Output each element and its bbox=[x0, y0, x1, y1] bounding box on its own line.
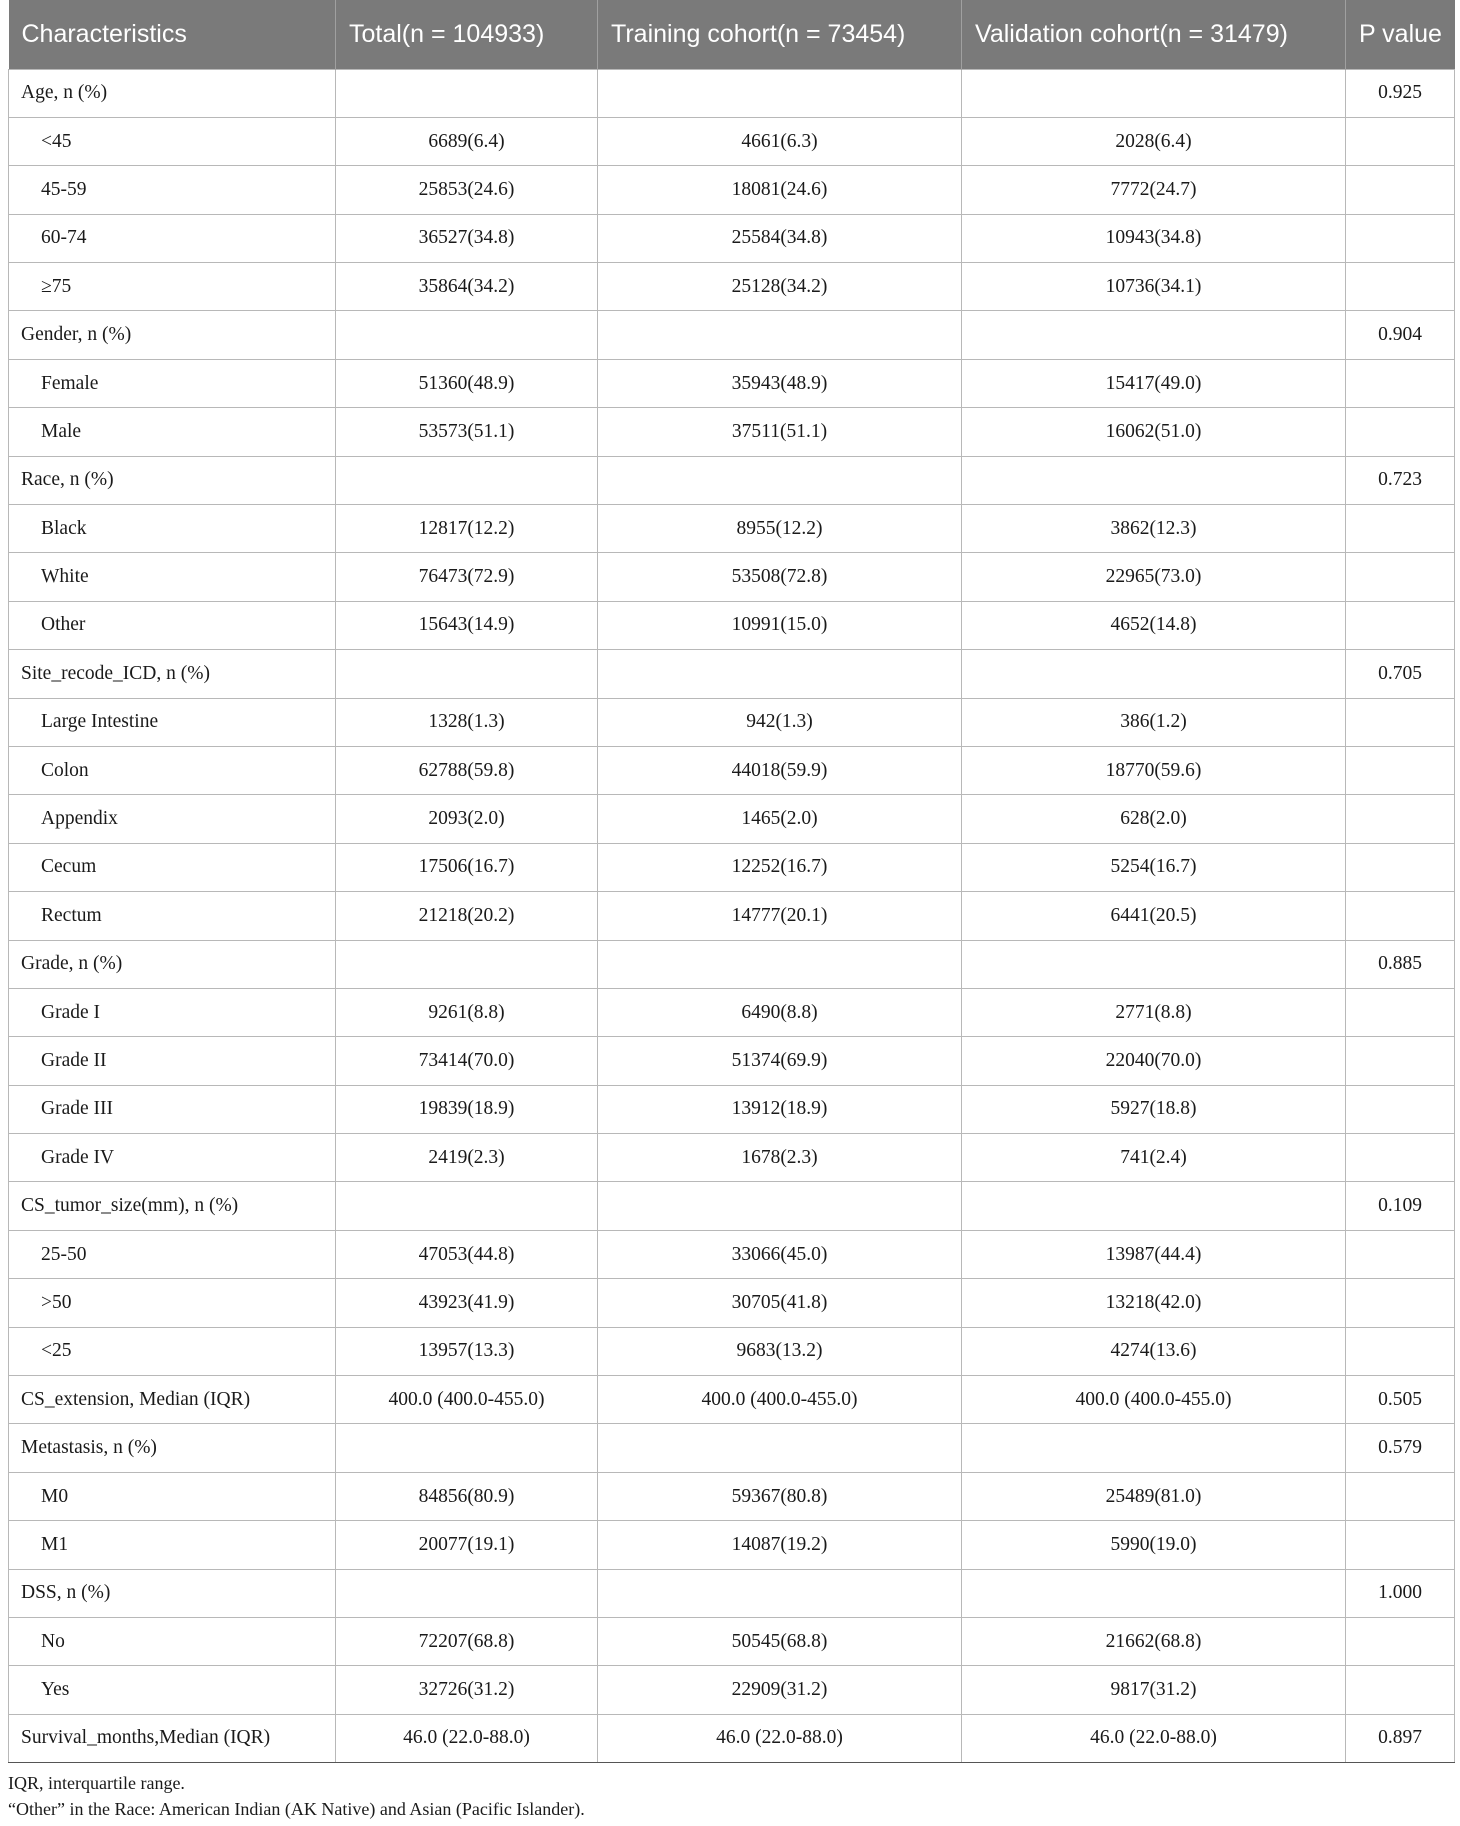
table-row bbox=[9, 117, 1455, 165]
characteristic-cell: Yes bbox=[9, 1666, 336, 1714]
total-cell: 35864(34.2) bbox=[336, 263, 598, 311]
validation-cell bbox=[962, 940, 1346, 988]
validation-cell bbox=[962, 1182, 1346, 1230]
total-cell: 46.0 (22.0-88.0) bbox=[336, 1714, 598, 1762]
total-cell: 43923(41.9) bbox=[336, 1279, 598, 1327]
p-value-cell bbox=[1346, 1230, 1455, 1278]
p-value-cell bbox=[1346, 1472, 1455, 1520]
p-value-cell bbox=[1346, 1279, 1455, 1327]
training-cell: 4661(6.3) bbox=[598, 117, 962, 165]
table-header-row bbox=[9, 0, 1455, 69]
training-cell: 50545(68.8) bbox=[598, 1618, 962, 1666]
characteristic-cell: <45 bbox=[9, 117, 336, 165]
training-cell: 59367(80.8) bbox=[598, 1472, 962, 1520]
characteristic-cell: Grade II bbox=[9, 1037, 336, 1085]
table-row bbox=[9, 263, 1455, 311]
characteristic-cell: Survival_months,Median (IQR) bbox=[9, 1714, 336, 1762]
characteristic-cell: Gender, n (%) bbox=[9, 311, 336, 359]
validation-cell: 628(2.0) bbox=[962, 795, 1346, 843]
table-row bbox=[9, 505, 1455, 553]
validation-cell: 18770(59.6) bbox=[962, 746, 1346, 794]
training-cell: 18081(24.6) bbox=[598, 166, 962, 214]
footnote-other-race: “Other” in the Race: American Indian (AK Native) and Asian (Pacific Islander). bbox=[8, 1799, 585, 1819]
total-cell: 12817(12.2) bbox=[336, 505, 598, 553]
training-cell: 53508(72.8) bbox=[598, 553, 962, 601]
total-cell bbox=[336, 1569, 598, 1617]
p-value-cell bbox=[1346, 214, 1455, 262]
table-row bbox=[9, 1279, 1455, 1327]
p-value-cell bbox=[1346, 892, 1455, 940]
characteristic-cell: CS_extension, Median (IQR) bbox=[9, 1376, 336, 1424]
total-cell: 36527(34.8) bbox=[336, 214, 598, 262]
p-value-cell: 0.904 bbox=[1346, 311, 1455, 359]
characteristic-cell: Age, n (%) bbox=[9, 69, 336, 117]
p-value-cell: 0.505 bbox=[1346, 1376, 1455, 1424]
total-cell: 32726(31.2) bbox=[336, 1666, 598, 1714]
table-row bbox=[9, 1618, 1455, 1666]
p-value-cell bbox=[1346, 843, 1455, 891]
p-value-cell bbox=[1346, 1085, 1455, 1133]
p-value-cell: 0.109 bbox=[1346, 1182, 1455, 1230]
validation-cell: 13218(42.0) bbox=[962, 1279, 1346, 1327]
total-cell: 72207(68.8) bbox=[336, 1618, 598, 1666]
characteristic-cell: CS_tumor_size(mm), n (%) bbox=[9, 1182, 336, 1230]
validation-cell: 10943(34.8) bbox=[962, 214, 1346, 262]
training-cell: 14087(19.2) bbox=[598, 1521, 962, 1569]
training-cell: 8955(12.2) bbox=[598, 505, 962, 553]
header-validation-cohort: Validation cohort(n = 31479) bbox=[962, 0, 1346, 69]
training-cell bbox=[598, 69, 962, 117]
characteristic-cell: Site_recode_ICD, n (%) bbox=[9, 650, 336, 698]
validation-cell: 3862(12.3) bbox=[962, 505, 1346, 553]
characteristic-cell: <25 bbox=[9, 1327, 336, 1375]
p-value-cell: 0.723 bbox=[1346, 456, 1455, 504]
total-cell: 1328(1.3) bbox=[336, 698, 598, 746]
table-row bbox=[9, 359, 1455, 407]
table-group-row bbox=[9, 650, 1455, 698]
total-cell: 25853(24.6) bbox=[336, 166, 598, 214]
table-row bbox=[9, 1521, 1455, 1569]
validation-cell: 46.0 (22.0-88.0) bbox=[962, 1714, 1346, 1762]
total-cell bbox=[336, 311, 598, 359]
training-cell: 33066(45.0) bbox=[598, 1230, 962, 1278]
total-cell: 19839(18.9) bbox=[336, 1085, 598, 1133]
training-cell: 25584(34.8) bbox=[598, 214, 962, 262]
training-cell: 51374(69.9) bbox=[598, 1037, 962, 1085]
training-cell: 25128(34.2) bbox=[598, 263, 962, 311]
validation-cell: 400.0 (400.0-455.0) bbox=[962, 1376, 1346, 1424]
training-cell: 12252(16.7) bbox=[598, 843, 962, 891]
p-value-cell: 1.000 bbox=[1346, 1569, 1455, 1617]
validation-cell: 741(2.4) bbox=[962, 1134, 1346, 1182]
total-cell: 76473(72.9) bbox=[336, 553, 598, 601]
total-cell bbox=[336, 940, 598, 988]
table-row bbox=[9, 1327, 1455, 1375]
table-row bbox=[9, 601, 1455, 649]
total-cell: 6689(6.4) bbox=[336, 117, 598, 165]
characteristic-cell: DSS, n (%) bbox=[9, 1569, 336, 1617]
validation-cell: 15417(49.0) bbox=[962, 359, 1346, 407]
training-cell: 942(1.3) bbox=[598, 698, 962, 746]
table-row bbox=[9, 746, 1455, 794]
training-cell: 30705(41.8) bbox=[598, 1279, 962, 1327]
p-value-cell: 0.885 bbox=[1346, 940, 1455, 988]
validation-cell: 10736(34.1) bbox=[962, 263, 1346, 311]
validation-cell: 5927(18.8) bbox=[962, 1085, 1346, 1133]
characteristic-cell: Grade I bbox=[9, 988, 336, 1036]
p-value-cell bbox=[1346, 166, 1455, 214]
total-cell: 9261(8.8) bbox=[336, 988, 598, 1036]
validation-cell: 9817(31.2) bbox=[962, 1666, 1346, 1714]
training-cell: 46.0 (22.0-88.0) bbox=[598, 1714, 962, 1762]
table-container bbox=[8, 0, 1454, 1763]
table-row bbox=[9, 1472, 1455, 1520]
validation-cell: 22965(73.0) bbox=[962, 553, 1346, 601]
validation-cell bbox=[962, 1569, 1346, 1617]
training-cell bbox=[598, 650, 962, 698]
characteristic-cell: Metastasis, n (%) bbox=[9, 1424, 336, 1472]
table-row bbox=[9, 166, 1455, 214]
p-value-cell bbox=[1346, 1037, 1455, 1085]
characteristic-cell: Other bbox=[9, 601, 336, 649]
validation-cell: 25489(81.0) bbox=[962, 1472, 1346, 1520]
training-cell: 1465(2.0) bbox=[598, 795, 962, 843]
p-value-cell bbox=[1346, 746, 1455, 794]
table-row bbox=[9, 553, 1455, 601]
validation-cell: 22040(70.0) bbox=[962, 1037, 1346, 1085]
characteristic-cell: No bbox=[9, 1618, 336, 1666]
total-cell bbox=[336, 1424, 598, 1472]
p-value-cell bbox=[1346, 1521, 1455, 1569]
validation-cell: 4652(14.8) bbox=[962, 601, 1346, 649]
validation-cell: 21662(68.8) bbox=[962, 1618, 1346, 1666]
p-value-cell bbox=[1346, 505, 1455, 553]
validation-cell bbox=[962, 650, 1346, 698]
validation-cell: 16062(51.0) bbox=[962, 408, 1346, 456]
characteristic-cell: 60-74 bbox=[9, 214, 336, 262]
training-cell: 400.0 (400.0-455.0) bbox=[598, 1376, 962, 1424]
table-row bbox=[9, 1230, 1455, 1278]
validation-cell bbox=[962, 311, 1346, 359]
total-cell: 15643(14.9) bbox=[336, 601, 598, 649]
total-cell: 400.0 (400.0-455.0) bbox=[336, 1376, 598, 1424]
total-cell bbox=[336, 69, 598, 117]
characteristic-cell: Colon bbox=[9, 746, 336, 794]
training-cell bbox=[598, 456, 962, 504]
p-value-cell bbox=[1346, 1134, 1455, 1182]
characteristic-cell: Large Intestine bbox=[9, 698, 336, 746]
p-value-cell bbox=[1346, 359, 1455, 407]
training-cell: 22909(31.2) bbox=[598, 1666, 962, 1714]
p-value-cell bbox=[1346, 263, 1455, 311]
characteristic-cell: Female bbox=[9, 359, 336, 407]
table-group-row bbox=[9, 456, 1455, 504]
validation-cell bbox=[962, 69, 1346, 117]
p-value-cell bbox=[1346, 1618, 1455, 1666]
total-cell: 62788(59.8) bbox=[336, 746, 598, 794]
validation-cell: 6441(20.5) bbox=[962, 892, 1346, 940]
p-value-cell bbox=[1346, 1666, 1455, 1714]
characteristic-cell: Black bbox=[9, 505, 336, 553]
validation-cell: 4274(13.6) bbox=[962, 1327, 1346, 1375]
training-cell: 9683(13.2) bbox=[598, 1327, 962, 1375]
validation-cell: 13987(44.4) bbox=[962, 1230, 1346, 1278]
total-cell: 20077(19.1) bbox=[336, 1521, 598, 1569]
p-value-cell bbox=[1346, 698, 1455, 746]
total-cell bbox=[336, 650, 598, 698]
characteristic-cell: Appendix bbox=[9, 795, 336, 843]
training-cell: 14777(20.1) bbox=[598, 892, 962, 940]
training-cell: 37511(51.1) bbox=[598, 408, 962, 456]
p-value-cell: 0.579 bbox=[1346, 1424, 1455, 1472]
characteristic-cell: Grade, n (%) bbox=[9, 940, 336, 988]
total-cell: 17506(16.7) bbox=[336, 843, 598, 891]
footnote-iqr: IQR, interquartile range. bbox=[8, 1773, 185, 1793]
validation-cell bbox=[962, 456, 1346, 504]
table-group-row bbox=[9, 69, 1455, 117]
total-cell: 47053(44.8) bbox=[336, 1230, 598, 1278]
p-value-cell bbox=[1346, 408, 1455, 456]
validation-cell: 5254(16.7) bbox=[962, 843, 1346, 891]
training-cell bbox=[598, 940, 962, 988]
characteristic-cell: Male bbox=[9, 408, 336, 456]
training-cell bbox=[598, 1424, 962, 1472]
training-cell: 35943(48.9) bbox=[598, 359, 962, 407]
table-row bbox=[9, 1134, 1455, 1182]
table-row bbox=[9, 843, 1455, 891]
training-cell: 1678(2.3) bbox=[598, 1134, 962, 1182]
training-cell: 10991(15.0) bbox=[598, 601, 962, 649]
p-value-cell bbox=[1346, 1327, 1455, 1375]
table-group-row bbox=[9, 1376, 1455, 1424]
table-row bbox=[9, 988, 1455, 1036]
table-row bbox=[9, 1666, 1455, 1714]
p-value-cell bbox=[1346, 117, 1455, 165]
total-cell: 2093(2.0) bbox=[336, 795, 598, 843]
table-group-row bbox=[9, 1714, 1455, 1762]
characteristics-table bbox=[8, 0, 1455, 1763]
header-characteristics: Characteristics bbox=[9, 0, 336, 69]
training-cell bbox=[598, 311, 962, 359]
header-training-cohort: Training cohort(n = 73454) bbox=[598, 0, 962, 69]
training-cell: 6490(8.8) bbox=[598, 988, 962, 1036]
p-value-cell bbox=[1346, 988, 1455, 1036]
table-group-row bbox=[9, 311, 1455, 359]
table-body bbox=[9, 69, 1455, 1763]
characteristic-cell: Rectum bbox=[9, 892, 336, 940]
p-value-cell bbox=[1346, 601, 1455, 649]
footnotes bbox=[8, 1770, 1448, 1822]
training-cell: 13912(18.9) bbox=[598, 1085, 962, 1133]
header-p-value: P value bbox=[1346, 0, 1455, 69]
table-row bbox=[9, 1085, 1455, 1133]
table-row bbox=[9, 698, 1455, 746]
p-value-cell: 0.897 bbox=[1346, 1714, 1455, 1762]
training-cell bbox=[598, 1182, 962, 1230]
training-cell bbox=[598, 1569, 962, 1617]
table-group-row bbox=[9, 940, 1455, 988]
validation-cell: 5990(19.0) bbox=[962, 1521, 1346, 1569]
total-cell: 13957(13.3) bbox=[336, 1327, 598, 1375]
total-cell: 73414(70.0) bbox=[336, 1037, 598, 1085]
table-group-row bbox=[9, 1424, 1455, 1472]
total-cell: 53573(51.1) bbox=[336, 408, 598, 456]
table-row bbox=[9, 408, 1455, 456]
characteristic-cell: 45-59 bbox=[9, 166, 336, 214]
table-row bbox=[9, 892, 1455, 940]
characteristic-cell: M0 bbox=[9, 1472, 336, 1520]
characteristic-cell: M1 bbox=[9, 1521, 336, 1569]
total-cell bbox=[336, 456, 598, 504]
characteristic-cell: Race, n (%) bbox=[9, 456, 336, 504]
validation-cell: 7772(24.7) bbox=[962, 166, 1346, 214]
table-row bbox=[9, 795, 1455, 843]
total-cell: 2419(2.3) bbox=[336, 1134, 598, 1182]
total-cell bbox=[336, 1182, 598, 1230]
header-total: Total(n = 104933) bbox=[336, 0, 598, 69]
characteristic-cell: 25-50 bbox=[9, 1230, 336, 1278]
table-group-row bbox=[9, 1182, 1455, 1230]
p-value-cell: 0.705 bbox=[1346, 650, 1455, 698]
characteristic-cell: Grade IV bbox=[9, 1134, 336, 1182]
table-row bbox=[9, 214, 1455, 262]
validation-cell bbox=[962, 1424, 1346, 1472]
total-cell: 21218(20.2) bbox=[336, 892, 598, 940]
total-cell: 51360(48.9) bbox=[336, 359, 598, 407]
training-cell: 44018(59.9) bbox=[598, 746, 962, 794]
characteristic-cell: >50 bbox=[9, 1279, 336, 1327]
validation-cell: 2771(8.8) bbox=[962, 988, 1346, 1036]
p-value-cell: 0.925 bbox=[1346, 69, 1455, 117]
characteristic-cell: Grade III bbox=[9, 1085, 336, 1133]
p-value-cell bbox=[1346, 795, 1455, 843]
characteristic-cell: White bbox=[9, 553, 336, 601]
characteristic-cell: ≥75 bbox=[9, 263, 336, 311]
table-row bbox=[9, 1037, 1455, 1085]
validation-cell: 386(1.2) bbox=[962, 698, 1346, 746]
p-value-cell bbox=[1346, 553, 1455, 601]
total-cell: 84856(80.9) bbox=[336, 1472, 598, 1520]
table-group-row bbox=[9, 1569, 1455, 1617]
characteristic-cell: Cecum bbox=[9, 843, 336, 891]
validation-cell: 2028(6.4) bbox=[962, 117, 1346, 165]
